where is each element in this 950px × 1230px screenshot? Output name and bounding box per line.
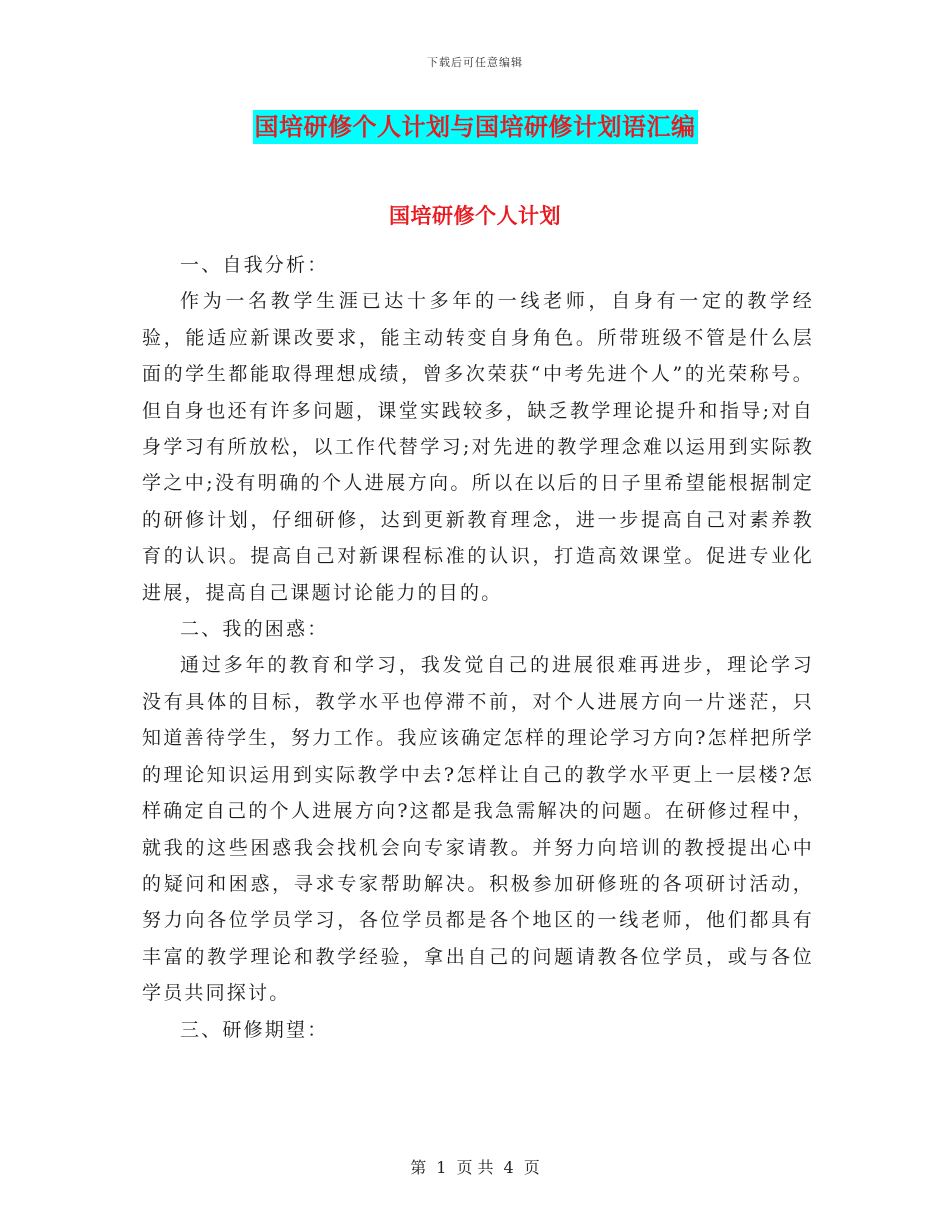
footer-page-mid: 页 共 [456,1158,494,1177]
section-title: 国培研修个人计划 [389,203,561,228]
page-footer [0,1155,950,1178]
main-title: 国培研修个人计划与国培研修计划语汇编 [253,110,698,144]
footer-page-prefix: 第 [410,1158,427,1177]
footer-page-suffix: 页 [523,1158,540,1177]
main-title-container [0,110,950,144]
paragraph-self-analysis: 作为一名教学生涯已达十多年的一线老师，自身有一定的教学经验，能适应新课改要求，能主动转变自身角色。所带班级不管是什么层面的学生都能取得理想成绩，曾多次荣获“中考先进个人”的光荣称号。但自身也还有许多问题，课堂实践较多，缺乏教学理论提升和指导;对自身学习有所放松，以工作代替学习;对先进的教学理念难以运用到实际教学之中;没有明确的个人进展方向。所以在以后的日子里希望能根据制定的研修计划，仔细研修，达到更新教育理念，进一步提高自己对素养教育的认识。提高自己对新课程标准的认识，打造高效课堂。促进专业化进展，提高自己课题讨论能力的目的。 [142,290,814,604]
heading-expectation: 三、研修期望： [180,1018,329,1041]
body-content [142,247,814,1048]
header-note: 下载后可任意编辑 [427,56,523,69]
heading-self-analysis: 一、自我分析： [180,254,329,276]
heading-confusion: 二、我的困惑： [180,618,329,641]
footer-total-pages: 4 [503,1158,514,1177]
footer-page-number: 1 [436,1158,447,1177]
paragraph-confusion: 通过多年的教育和学习，我发觉自己的进展很难再进步，理论学习没有具体的目标，教学水平也停滞不前，对个人进展方向一片迷茫，只知道善待学生，努力工作。我应该确定怎样的理论学习方向?怎样把所学的理论知识运用到实际教学中去?怎样让自己的教学水平更上一层楼?怎样确定自己的个人进展方向?这都是我急需解决的问题。在研修过程中，就我的这些困惑我会找机会向专家请教。并努力向培训的教授提出心中的疑问和困惑，寻求专家帮助解决。积极参加研修班的各项研讨活动，努力向各位学员学习，各位学员都是各个地区的一线老师，他们都具有丰富的教学理论和教学经验，拿出自己的问题请教各位学员，或与各位学员共同探讨。 [142,654,814,1005]
